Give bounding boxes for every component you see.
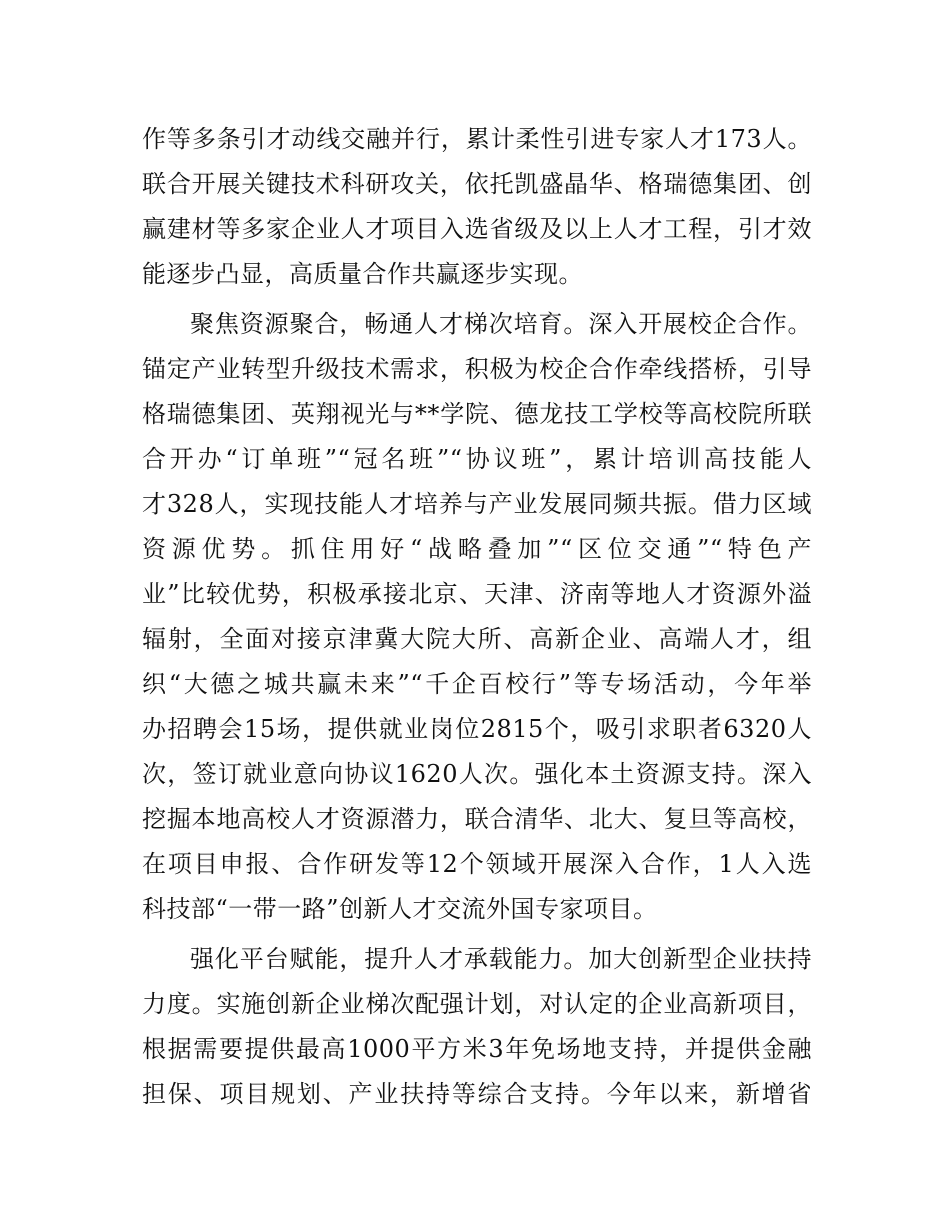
text-line: 织“大德之城共赢未来”“千企百校行”等专场活动，今年举 bbox=[142, 670, 812, 698]
text-line: 次，签订就业意向协议1620人次。强化本土资源支持。深入 bbox=[142, 760, 812, 788]
text-line: 赢建材等多家企业人才项目入选省级及以上人才工程，引才效 bbox=[142, 215, 812, 243]
text-line: 业”比较优势，积极承接北京、天津、济南等地人才资源外溢 bbox=[142, 580, 812, 608]
text-line: 根据需要提供最高1000平方米3年免场地支持，并提供金融 bbox=[142, 1035, 812, 1063]
text-line: 资源优势。抓住用好“战略叠加”“区位交通”“特色产 bbox=[142, 535, 812, 563]
text-line: 格瑞德集团、英翔视光与**学院、德龙技工学校等高校院所联 bbox=[142, 400, 812, 428]
text-line: 锚定产业转型升级技术需求，积极为校企合作牵线搭桥，引导 bbox=[142, 355, 812, 383]
text-line: 担保、项目规划、产业扶持等综合支持。今年以来，新增省 bbox=[142, 1080, 812, 1108]
text-line: 合开办“订单班”“冠名班”“协议班”，累计培训高技能人 bbox=[142, 445, 812, 473]
text-line: 作等多条引才动线交融并行，累计柔性引进专家人才173人。 bbox=[142, 125, 812, 153]
text-line: 力度。实施创新企业梯次配强计划，对认定的企业高新项目， bbox=[142, 990, 812, 1018]
text-line: 科技部“一带一路”创新人才交流外国专家项目。 bbox=[142, 895, 658, 923]
text-line: 在项目申报、合作研发等12个领域开展深入合作，1人入选 bbox=[142, 850, 812, 878]
paragraph-heading-line: 强化平台赋能，提升人才承载能力。加大创新型企业扶持 bbox=[190, 945, 812, 973]
text-line: 能逐步凸显，高质量合作共赢逐步实现。 bbox=[142, 260, 583, 288]
text-line: 办招聘会15场，提供就业岗位2815个，吸引求职者6320人 bbox=[142, 715, 812, 743]
paragraph-heading-line: 聚焦资源聚合，畅通人才梯次培育。深入开展校企合作。 bbox=[190, 310, 812, 338]
text-line: 联合开展关键技术科研攻关，依托凯盛晶华、格瑞德集团、创 bbox=[142, 170, 812, 198]
text-line: 辐射，全面对接京津冀大院大所、高新企业、高端人才，组 bbox=[142, 625, 812, 653]
text-line: 才328人，实现技能人才培养与产业发展同频共振。借力区域 bbox=[142, 490, 812, 518]
text-line: 挖掘本地高校人才资源潜力，联合清华、北大、复旦等高校， bbox=[142, 805, 812, 833]
